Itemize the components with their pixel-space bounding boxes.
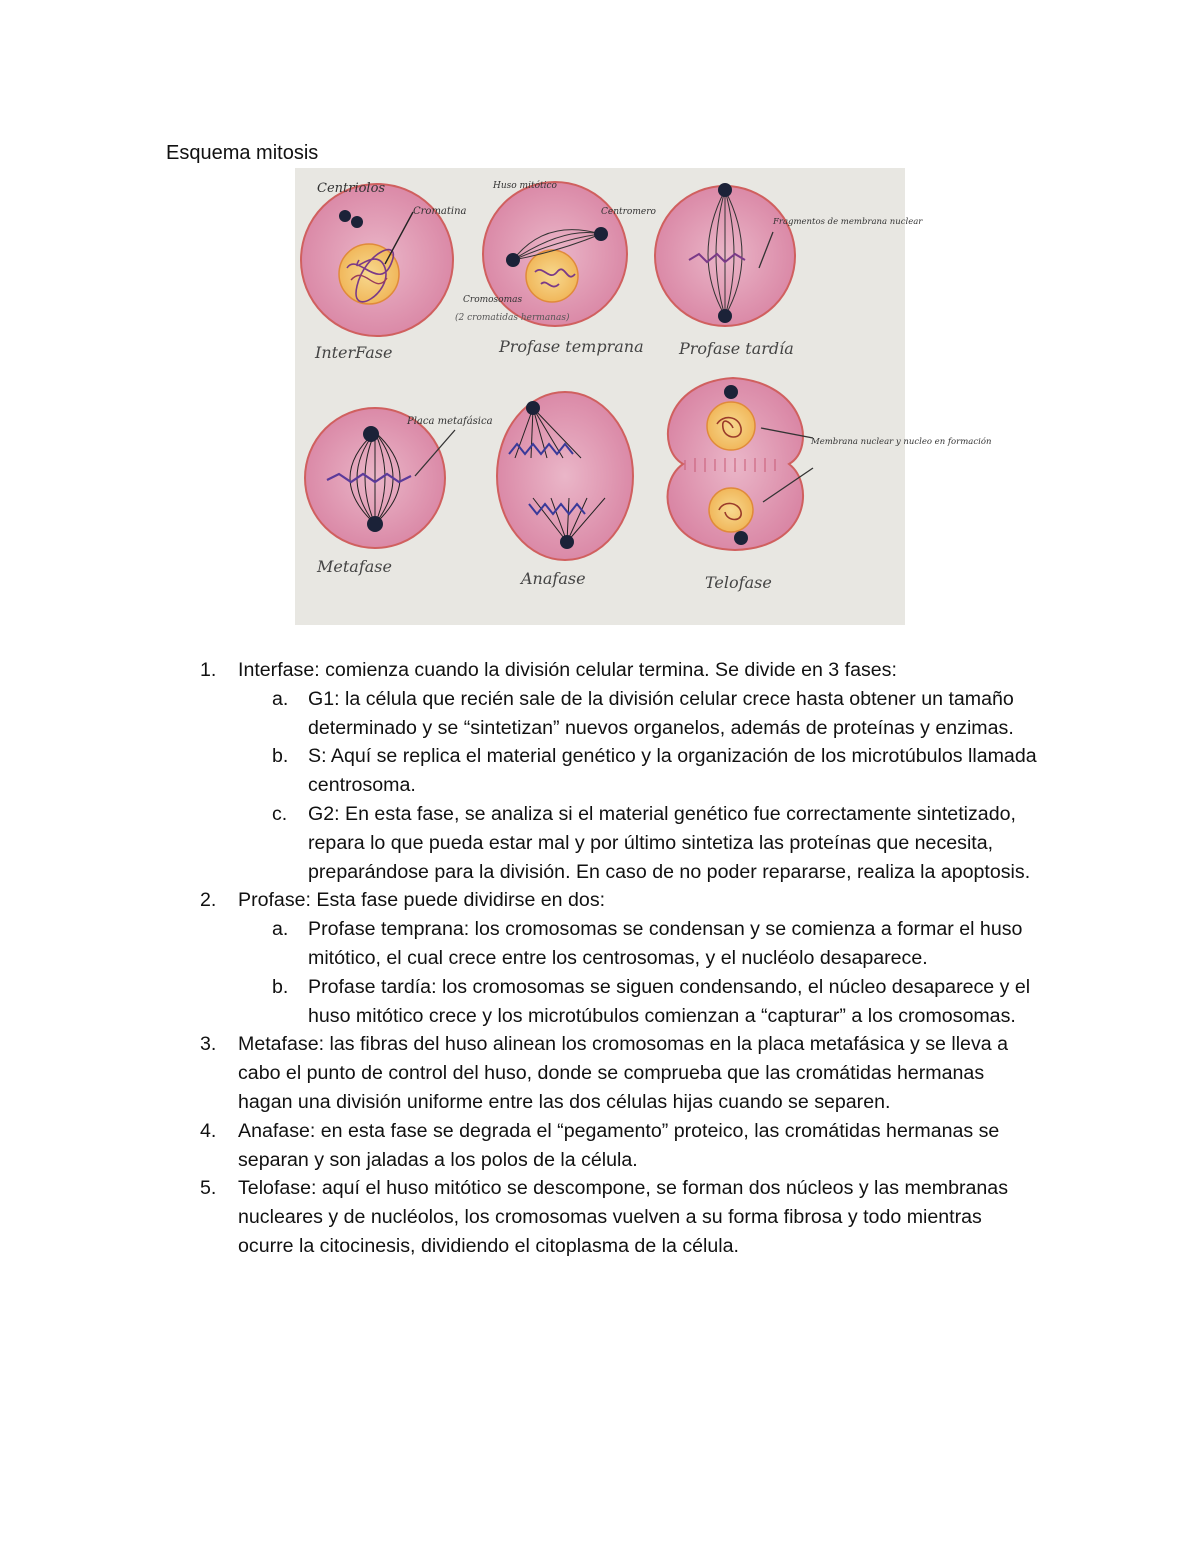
list-item: 5. Telofase: aquí el huso mitótico se descompone, se forman dos núcleos y las membranas nucleares y de nucléolos, los cromosomas vuelven a su forma fibrosa y todo mientras ocurre la citocinesis, dividiendo el citoplasma de la célula. [200,1177,1009,1257]
sub-item: a. Profase temprana: los cromosomas se condensan y se comienza a formar el huso mitótico, el cual crece entre los centrosomas, y el nucléolo desaparece. [272,918,1023,969]
annotation-cromatidas: (2 cromatidas hermanas) [455,313,570,323]
phase-label-metafase: Metafase [317,557,392,576]
phase-label-interfase: InterFase [315,343,393,362]
phase-list [200,656,1040,1261]
phase-label-profase-temprana: Profase temprana [499,337,644,356]
list-item: 4. Anafase: en esta fase se degrada el “pegamento” proteico, las cromátidas hermanas se separan y son jaladas a los polos de la célula. [200,1119,1000,1171]
sub-item: b. S: Aquí se replica el material genético y la organización de los microtúbulos llamada centrosoma. [272,745,1037,797]
annotation-cromatina: Cromatina [413,206,467,217]
annotation-centromero: Centromero [601,207,656,217]
cell-anafase [497,392,633,560]
phase-label-telofase: Telofase [705,573,772,592]
annotation-placa: Placa metafásica [407,416,493,427]
annotation-centriolos: Centriolos [317,181,386,196]
list-item: 3. Metafase: las fibras del huso alinean los cromosomas en la placa metafásica y se lleva a cabo el punto de control del huso, donde se comprueba que las cromátidas hermanas hagan una división uniforme entre las dos células hijas cuando se separen. [200,1033,1008,1113]
annotation-fragmentos: Fragmentos de membrana nuclear [773,217,923,227]
sub-item: c. G2: En esta fase, se analiza si el material genético fue correctamente sintetizado, repara lo que pueda estar mal y por último sintetiza las proteínas que necesita, preparándose para la división. En caso de no poder repararse, realiza la apoptosis. [272,802,1031,883]
sub-item: a. G1: la célula que recién sale de la división celular crece hasta obtener un tamaño determinado y se “sintetizan” nuevos organelos, además de proteínas y enzimas. [272,687,1014,739]
list-item: 1. Interfase: comienza cuando la división celular termina. Se divide en 3 fases: [200,659,897,681]
annotation-membrana: Membrana nuclear y nucleo en formación [811,437,992,447]
list-item: 2. Profase: Esta fase puede dividirse en dos: [200,889,606,912]
phase-label-anafase: Anafase [521,569,586,588]
sub-item: b. Profase tardía: los cromosomas se siguen condensando, el núcleo desaparece y el huso mitótico crece y los microtúbulos comienzan a “capturar” a los cromosomas. [272,975,1031,1027]
annotation-cromosomas: Cromosomas [463,295,523,305]
phase-label-profase-tardia: Profase tardía [679,339,794,358]
document-title: Esquema mitosis [166,142,319,164]
mitosis-diagram [295,168,992,625]
annotation-huso-mitotico: Huso mitótico [493,181,557,191]
